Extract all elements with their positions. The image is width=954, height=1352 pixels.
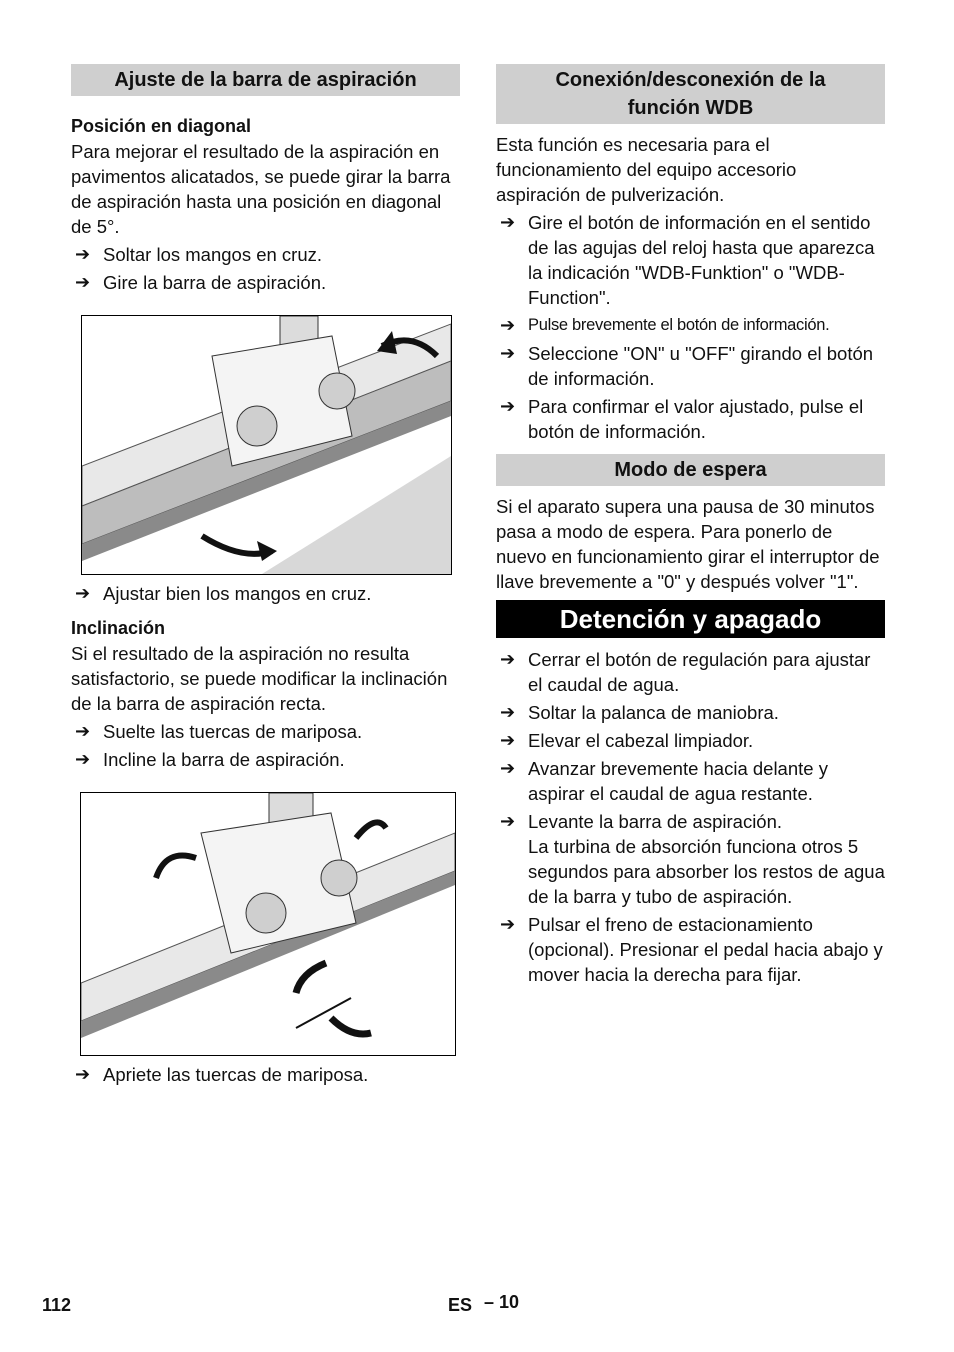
- stop-note: La turbina de absorción funciona otros 5 segundos para absorber los restos de agua de la barra y tubo de aspiración.: [528, 836, 885, 907]
- inclination-text: Si el resultado de la aspiración no resulta satisfactorio, se puede modificar la inclinación de la barra de aspiración recta.: [71, 643, 448, 714]
- list-item: ➔ Apriete las tuercas de mariposa.: [75, 1064, 369, 1085]
- arrow-icon: ➔: [75, 721, 91, 741]
- arrow-icon: ➔: [500, 212, 516, 232]
- stop-steps: [496, 647, 885, 834]
- list-item: ➔ Gire el botón de información en el sentido de las agujas del reloj hasta que aparezca la indicación "WDB-Funktion" o "WDB-Function".: [500, 212, 875, 308]
- arrow-icon: ➔: [75, 749, 91, 769]
- list-item: ➔ Para confirmar el valor ajustado, pulse el botón de información.: [500, 396, 864, 442]
- arrow-icon: ➔: [75, 244, 91, 264]
- subheading-diagonal: Posición en diagonal: [71, 116, 252, 136]
- arrow-icon: ➔: [75, 272, 91, 292]
- list-item: ➔ Levante la barra de aspiración.: [500, 811, 783, 832]
- arrow-icon: ➔: [75, 1064, 91, 1084]
- page-number: 112: [42, 1295, 72, 1315]
- left-column: [71, 64, 460, 1087]
- section-heading-suction-bar: Ajuste de la barra de aspiración: [71, 64, 460, 96]
- list-item: ➔ Seleccione "ON" u "OFF" girando el botón de información.: [500, 343, 874, 389]
- figure-inclination-illustration: [80, 792, 456, 1056]
- language-code: ES: [448, 1295, 473, 1315]
- arrow-icon: ➔: [500, 315, 515, 335]
- section-heading-wdb: Conexión/desconexión de la función WDB: [496, 64, 885, 124]
- figure-diagonal-illustration: [81, 315, 452, 575]
- diagonal-text: Para mejorar el resultado de la aspiración en pavimentos alicatados, se puede girar la barra de aspiración hasta una posición en diagonal de 5°.: [71, 141, 451, 237]
- list-item: ➔ Soltar los mangos en cruz.: [75, 244, 323, 265]
- list-item: ➔ Gire la barra de aspiración.: [75, 272, 327, 293]
- arrow-icon: ➔: [500, 649, 516, 669]
- section-page-number: – 10: [484, 1292, 520, 1312]
- arrow-icon: ➔: [500, 702, 516, 722]
- arrow-icon: ➔: [500, 396, 516, 416]
- list-item: ➔ Ajustar bien los mangos en cruz.: [75, 583, 372, 604]
- arrow-icon: ➔: [500, 811, 516, 831]
- arrow-icon: ➔: [75, 583, 91, 603]
- section-heading-stop: Detención y apagado: [496, 600, 885, 638]
- wdb-text: Esta función es necesaria para el funcionamiento del equipo accesorio aspiración de pulverización.: [496, 134, 797, 205]
- list-item: ➔ Pulsar el freno de estacionamiento (opcional). Presionar el pedal hacia abajo y mover hacia la derecha para fijar.: [500, 914, 883, 985]
- arrow-icon: ➔: [500, 914, 516, 934]
- wdb-steps: [496, 210, 885, 444]
- standby-text: Si el aparato supera una pausa de 30 minutos pasa a modo de espera. Para ponerlo de nuevo en funcionamiento girar el interruptor de llave brevemente a "0" y después volver "1".: [496, 496, 880, 592]
- list-item: ➔ Avanzar brevemente hacia delante y aspirar el caudal de agua restante.: [500, 758, 828, 804]
- diagonal-after: [71, 581, 460, 606]
- list-item: ➔ Soltar la palanca de maniobra.: [500, 702, 779, 723]
- list-item: ➔ Cerrar el botón de regulación para ajustar el caudal de agua.: [500, 649, 871, 695]
- arrow-icon: ➔: [500, 730, 516, 750]
- inclination-after: [71, 1062, 460, 1087]
- list-item: ➔ Elevar el cabezal limpiador.: [500, 730, 754, 751]
- stop-last-step: [496, 912, 885, 987]
- arrow-icon: ➔: [500, 758, 516, 778]
- list-item: ➔ Suelte las tuercas de mariposa.: [75, 721, 363, 742]
- inclination-steps: [71, 719, 460, 772]
- section-heading-standby: Modo de espera: [496, 454, 885, 486]
- list-item: ➔ Pulse brevemente el botón de información.: [496, 313, 885, 338]
- right-column: [496, 64, 885, 987]
- arrow-icon: ➔: [500, 343, 516, 363]
- list-item: ➔ Incline la barra de aspiración.: [75, 749, 345, 770]
- diagonal-steps: [71, 242, 460, 295]
- subheading-inclination: Inclinación: [71, 618, 166, 638]
